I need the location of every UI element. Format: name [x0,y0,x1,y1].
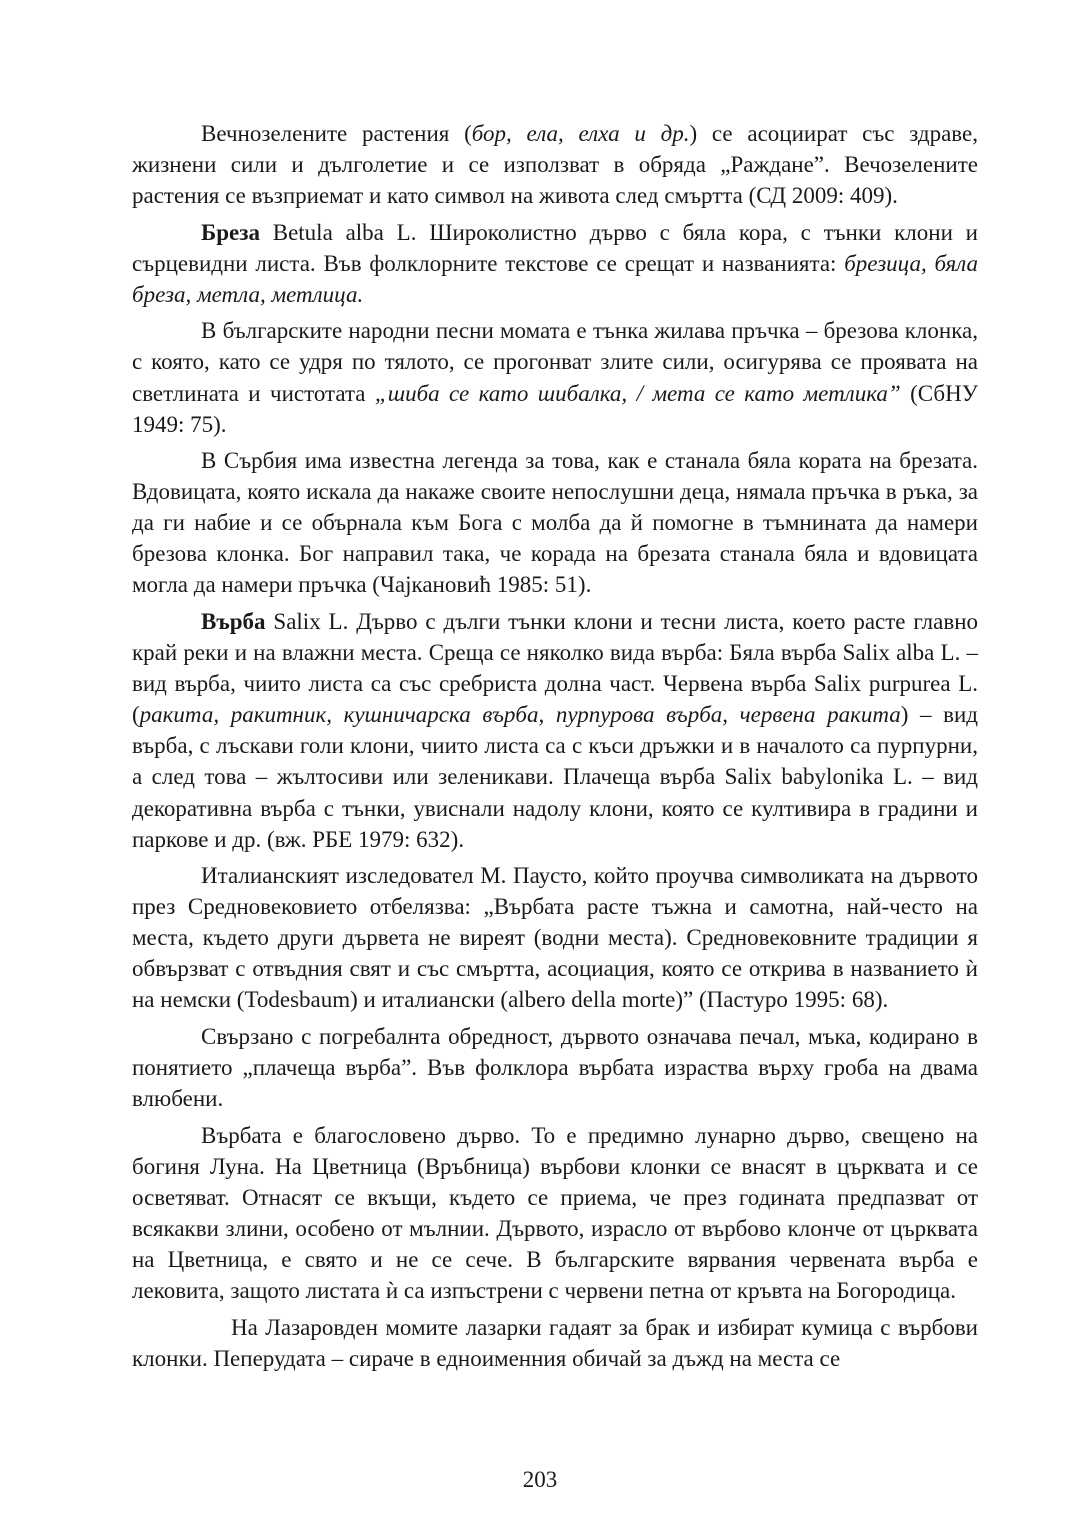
paragraph-text: Вечнозелените растения ( [201,121,472,146]
paragraph-serbia-legend [132,445,978,600]
italic-text: брезица, бяла бреза, метла, метлица. [132,250,978,307]
paragraph-text: Salix L. Дърво с дълги тънки клони и тесни листа, което расте главно край реки и на влажни места. Среща се няколко вида върба: Бяла върба Salix alba L. – вид върба, чиито листа са със сребриста долна част. Червена върба Salix purpurea L. ( [132,608,978,728]
paragraph-lazarovden [132,1312,978,1374]
paragraph-funeral [132,1021,978,1114]
paragraph-evergreens [132,118,978,211]
paragraph-willow [132,606,978,855]
paragraph-text: Върбата е благословено дърво. То е предимно лунарно дърво, свещено на богиня Луна. На Цветница (Връбница) върбови клонки се внасят в църквата и се осветяват. Отнасят се вкъщи, където се приема, че през годината предпазват от всякакви злини, особено от мълнии. Дървото, израсло от върбово клонче от църквата на Цветница, е свято и не се сече. В българските вярвания червената върба е лековита, защото листата ѝ са изпъстрени с червени петна от кръвта на Богородица. [132,1122,978,1304]
paragraph-blessed-tree [132,1120,978,1307]
paragraph-birch-songs [132,315,978,439]
paragraph-text: ) се асоциират със здраве, жизнени сили и дълголетие и се използват в обряда „Раждане”. Вечозелените растения се възприемат и като символ на живота след смъртта (СД 2009: 409). [132,121,978,209]
paragraph-text: Betula alba L. Широколистно дърво с бяла кора, с тънки клони и сърцевидни листа. Във фолклорните текстове се срещат и названията: [132,219,978,276]
paragraph-text: В Сърбия има известна легенда за това, как е станала бяла кората на брезата. Вдовицата, която искала да накаже своите непослушни деца, нямала пръчка в ръка, за да ги набие и се обърнала към Бога с молба да й помогне в тъмнината да намери брезова клонка. Бог направил така, че корада на брезата станала бяла и вдовицата могла да намери пръчка (Чајкановић 1985: 51). [132,448,978,598]
italic-text: „шиба се като шибалка, / мета се като метлика” [374,380,901,406]
page-number: 203 [522,1467,558,1492]
paragraph-birch [132,217,978,310]
entry-term: Бреза [201,219,260,245]
paragraph-text: ) – вид върба, с лъскави голи клони, чиито листа са с къси дръжки и в началото са пурпурни, а след това – жълтосиви или зеленикави. Плачеща върба Salix babylonika L. – вид декоративна върба с тънки, увиснали надолу клони, която се култивира в градини и паркове и др. (вж. РБЕ 1979: 632). [132,702,978,852]
paragraph-text: Свързано с погребалнта обредност, дървото означава печал, мъка, кодирано в понятието „плачеща върба”. Във фолклора върбата израства върху гроба на двама влюбени. [132,1023,978,1112]
entry-term: Върба [201,608,266,634]
paragraph-text: На Лазаровден момите лазарки гадаят за брак и избират кумица с върбови клонки. Пеперудата – сираче в едноименния обичай за дъжд на места се [132,1314,978,1371]
paragraph-text: В българските народни песни момата е тънка жилава пръчка – брезова клонка, с която, като се удря по тялото, се прогонват злите сили, осигурява се проявата на светлината и чистотата [132,318,978,406]
paragraph-pastoureau [132,860,978,1015]
paragraph-text: (СбНУ 1949: 75). [132,380,978,437]
italic-text: ракита, ракитник, кушничарска върба, пурпурова върба, червена ракита [139,702,901,728]
page-body [132,118,978,1379]
paragraph-text: Италианският изследовател М. Паусто, който проучва символиката на дървото през Средновековието отбелязва: „Върбата расте тъжна и самотна, най-често на места, където други дървета не виреят (водни места). Средновековните традиции я обвързват с отвъдния свят и със смъртта, асоциация, която се открива в названието ѝ на немски (Todesbaum) и италиански (albero della morte)” (Пастуро 1995: 68). [132,863,978,1013]
italic-text: бор, ела, елха и др. [471,121,690,146]
